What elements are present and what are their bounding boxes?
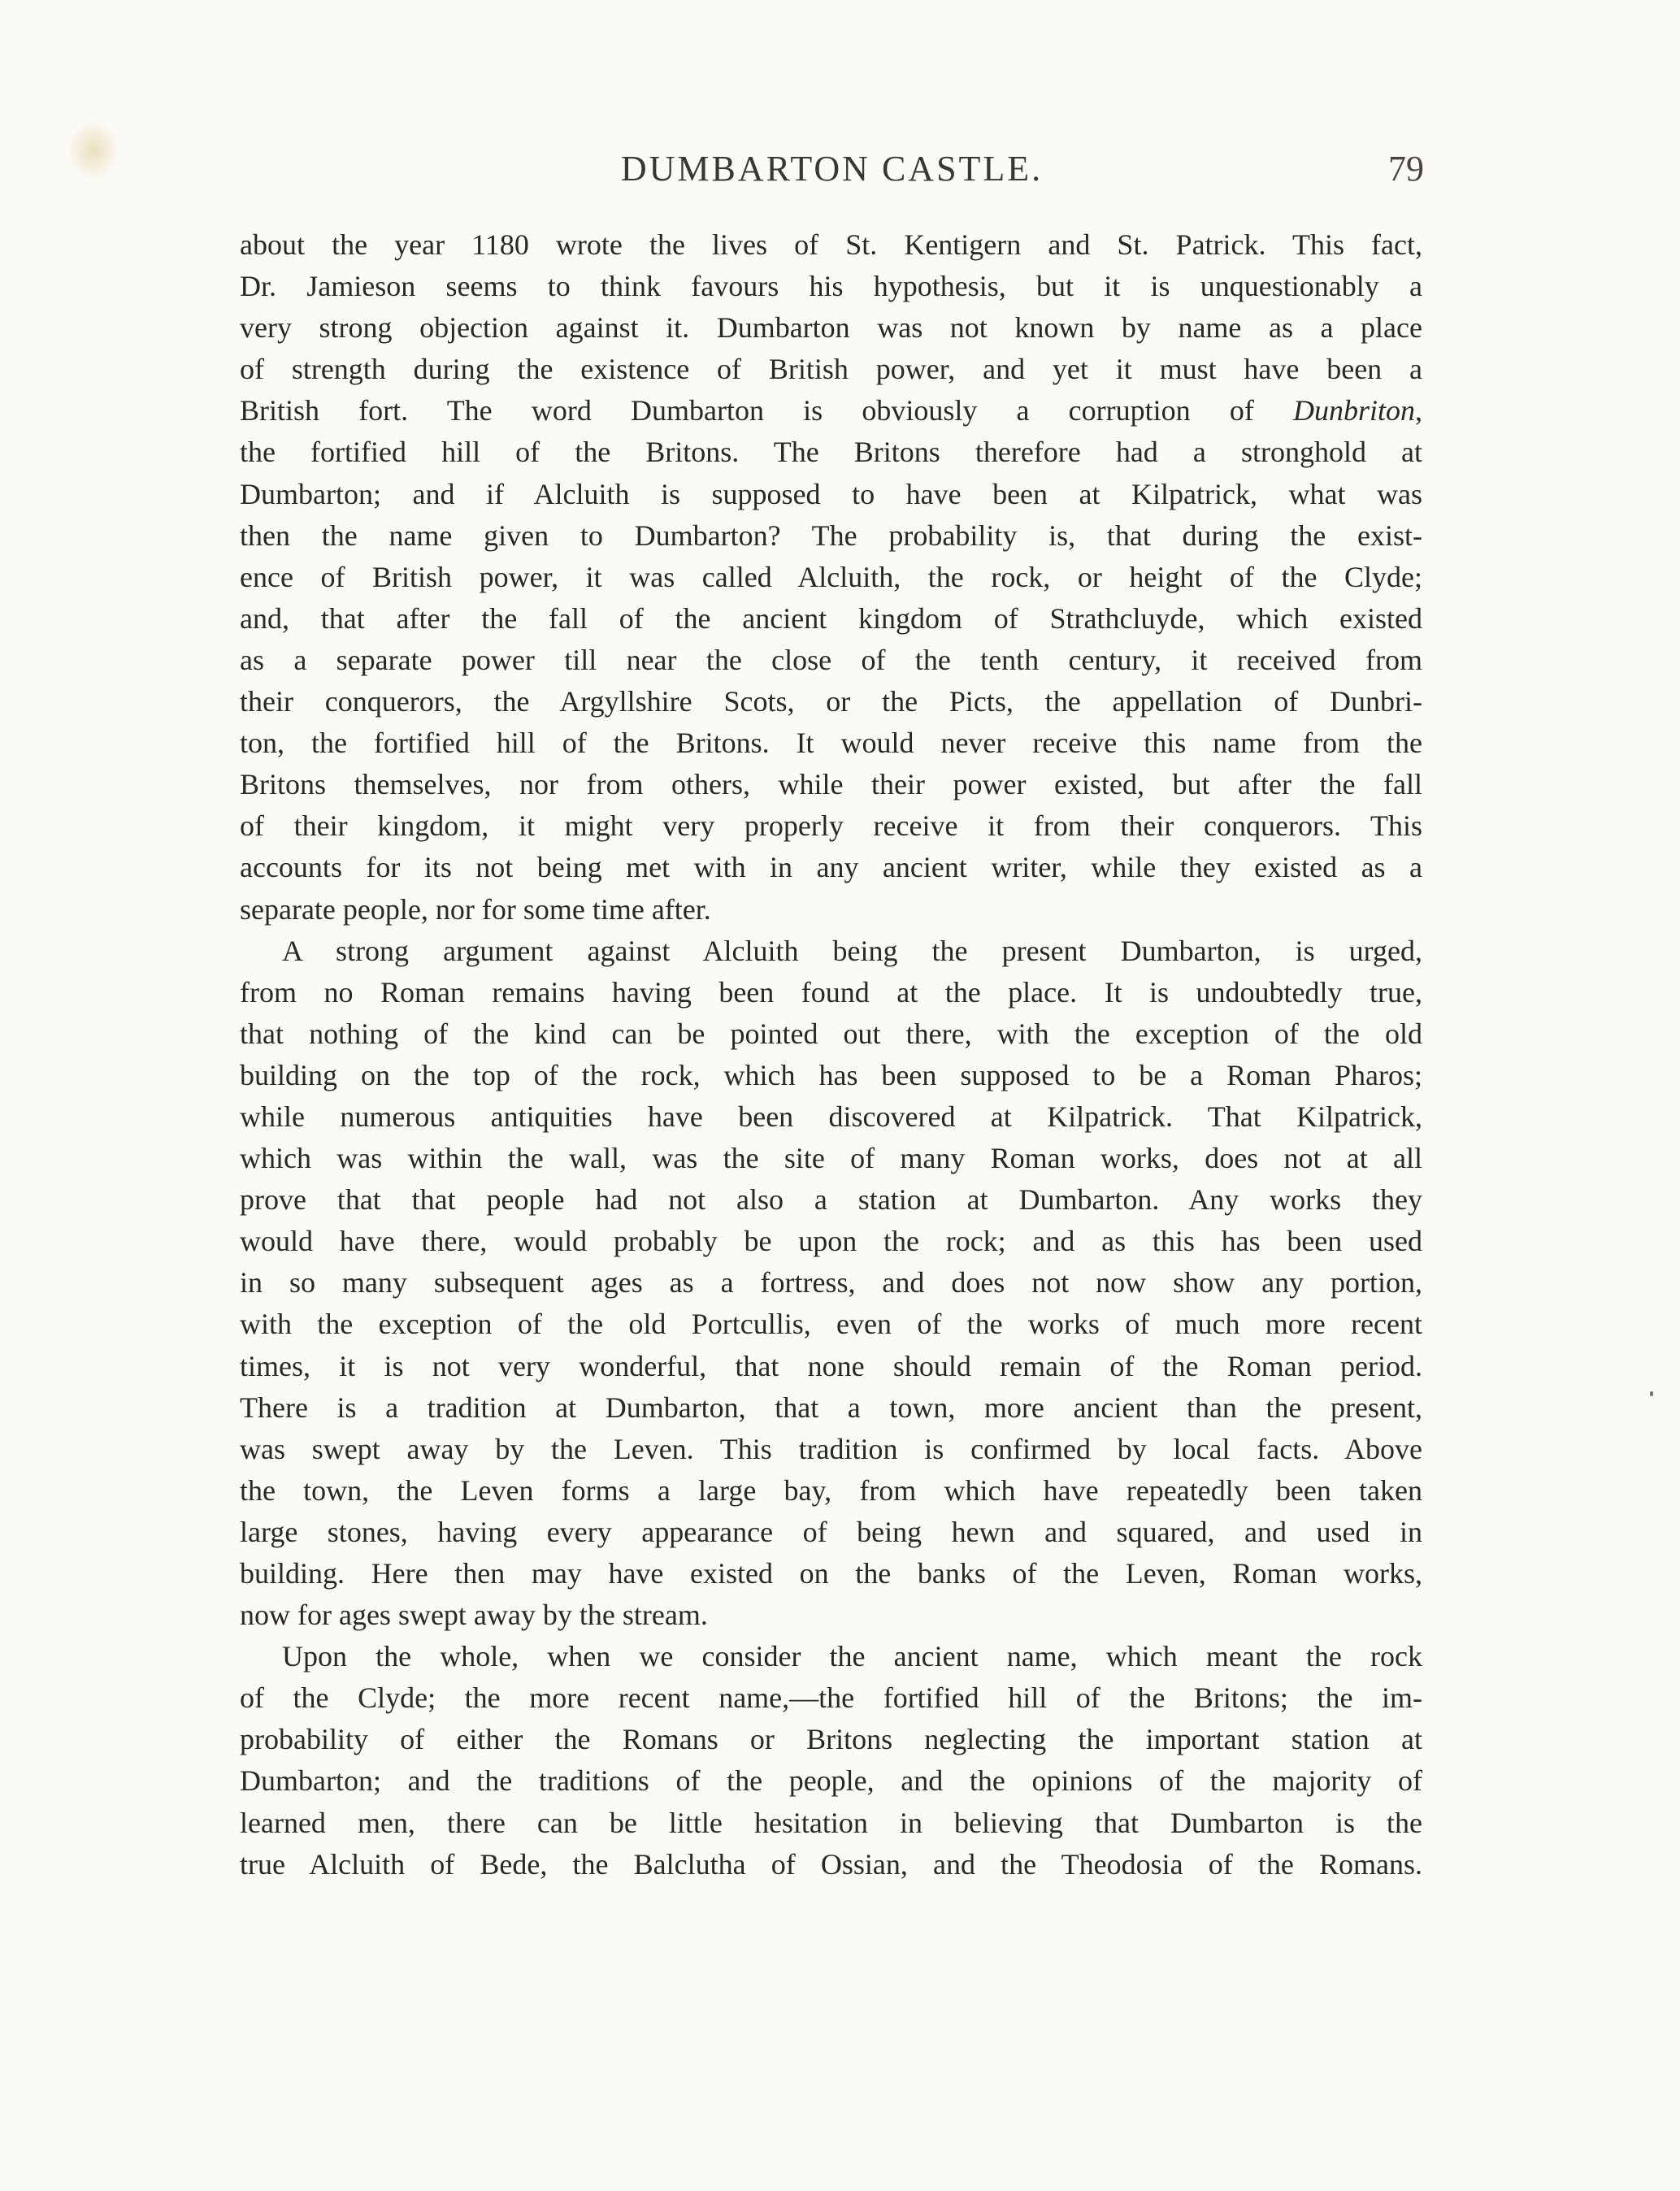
text-line: their conquerors, the Argyllshire Scots, or the Picts, the appellation of Dunbri- xyxy=(240,685,1422,718)
text-line: and, that after the fall of the ancient kingdom of Strathcluyde, which existed xyxy=(240,601,1422,635)
text-line: the fortified hill of the Britons. The Britons therefore had a stronghold at xyxy=(240,436,1422,469)
text-line: There is a tradition at Dumbarton, that a town, more ancient than the present, xyxy=(240,1391,1422,1424)
running-head: DUMBARTON CASTLE. xyxy=(620,149,1044,189)
ink-speck xyxy=(1650,1391,1653,1396)
text-line: from no Roman remains having been found at the place. It is undoubtedly true, xyxy=(240,975,1422,1009)
text-line: ton, the fortified hill of the Britons. It would never receive this name from the xyxy=(240,727,1422,760)
text-line: separate people, nor for some time after. xyxy=(240,892,711,926)
text-line: times, it is not very wonderful, that none should remain of the Roman period. xyxy=(240,1349,1422,1382)
text-line: Britons themselves, nor from others, while their power existed, but after the fall xyxy=(240,768,1422,801)
text-line: learned men, there can be little hesitation in believing that Dumbarton is the xyxy=(240,1806,1422,1839)
text-line: British fort. The word Dumbarton is obviously a corruption of Dunbriton, xyxy=(240,394,1422,427)
text-line: prove that that people had not also a station at Dumbarton. Any works they xyxy=(240,1183,1422,1217)
text-line: A strong argument against Alcluith being the present Dumbarton, is urged, xyxy=(282,934,1422,967)
text-line: of the Clyde; the more recent name,—the fortified hill of the Britons; the im- xyxy=(240,1681,1422,1715)
text-line: very strong objection against it. Dumbarton was not known by name as a place xyxy=(240,311,1422,345)
text-line: accounts for its not being met with in any ancient writer, while they existed as a xyxy=(240,851,1422,884)
page-number: 79 xyxy=(1388,149,1424,189)
text-line: Dr. Jamieson seems to think favours his hypothesis, but it is unquestionably a xyxy=(240,270,1422,303)
text-line: as a separate power till near the close of the tenth century, it received from xyxy=(240,643,1422,676)
text-line: large stones, having every appearance of being hewn and squared, and used in xyxy=(240,1515,1422,1548)
text-line: probability of either the Romans or Britons neglecting the important station at xyxy=(240,1723,1422,1756)
text-line: Dumbarton; and if Alcluith is supposed to have been at Kilpatrick, what was xyxy=(240,477,1422,510)
text-line: building. Here then may have existed on the banks of the Leven, Roman works, xyxy=(240,1557,1422,1590)
text-line: about the year 1180 wrote the lives of St. Kentigern and St. Patrick. This fact, xyxy=(240,228,1422,261)
text-line: Upon the whole, when we consider the ancient name, which meant the rock xyxy=(282,1640,1422,1673)
text-line: Dumbarton; and the traditions of the people, and the opinions of the majority of xyxy=(240,1764,1422,1798)
page-header xyxy=(240,148,1424,197)
text-line: of their kingdom, it might very properly receive it from their conquerors. This xyxy=(240,809,1422,843)
text-line: while numerous antiquities have been discovered at Kilpatrick. That Kilpatrick, xyxy=(240,1100,1422,1133)
text-line: of strength during the existence of British power, and yet it must have been a xyxy=(240,353,1422,386)
text-line: was swept away by the Leven. This tradition is confirmed by local facts. Above xyxy=(240,1432,1422,1465)
body-text xyxy=(240,224,1422,1885)
text-line: the town, the Leven forms a large bay, from which have repeatedly been taken xyxy=(240,1473,1422,1507)
paper-stain xyxy=(69,122,118,179)
text-line: that nothing of the kind can be pointed out there, with the exception of the old xyxy=(240,1017,1422,1050)
text-line: building on the top of the rock, which has been supposed to be a Roman Pharos; xyxy=(240,1058,1422,1091)
text-line: ence of British power, it was called Alcluith, the rock, or height of the Clyde; xyxy=(240,560,1422,593)
text-line: then the name given to Dumbarton? The probability is, that during the exist- xyxy=(240,518,1422,552)
text-line: would have there, would probably be upon the rock; and as this has been used xyxy=(240,1225,1422,1258)
text-line: in so many subsequent ages as a fortress, and does not now show any portion, xyxy=(240,1266,1422,1299)
italic-term: Dunbriton xyxy=(1292,394,1415,427)
text-line: which was within the wall, was the site of many Roman works, does not at all xyxy=(240,1142,1422,1175)
text-line: true Alcluith of Bede, the Balclutha of Ossian, and the Theodosia of the Romans. xyxy=(240,1847,1422,1881)
text-line: now for ages swept away by the stream. xyxy=(240,1599,708,1632)
text-line: with the exception of the old Portcullis, even of the works of much more recent xyxy=(240,1308,1422,1341)
